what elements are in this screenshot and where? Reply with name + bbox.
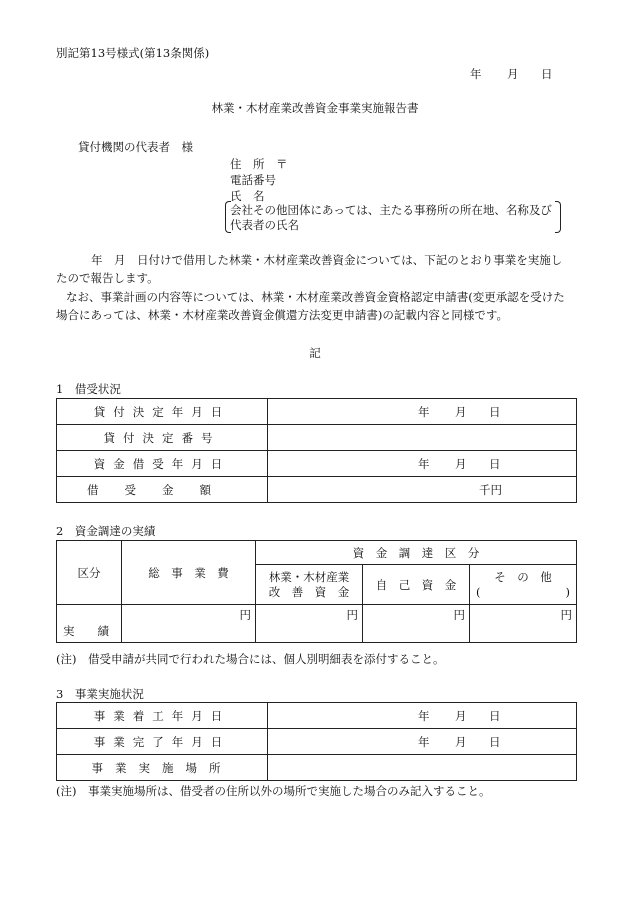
ki-marker: 記	[309, 346, 321, 360]
loan-decision-number-label: 貸付決定番号	[57, 425, 268, 451]
section3-heading: 3 事業実施状況	[56, 687, 144, 701]
loan-borrow-date-label: 資金借受年月日	[57, 451, 268, 477]
company-note-line1: 会社その他団体にあっては、主たる事務所の所在地、名称及び	[230, 203, 552, 217]
month-label: 月	[455, 709, 467, 723]
year-label: 年	[418, 457, 430, 471]
date-year: 年	[470, 67, 482, 81]
funding-table	[56, 540, 577, 643]
other-paren-close: )	[565, 584, 570, 599]
table-row	[57, 451, 577, 477]
day-label: 日	[489, 735, 501, 749]
day-label: 日	[489, 405, 501, 419]
name-label: 氏 名	[230, 189, 265, 203]
form-number: 別記第13号様式(第13条関係)	[56, 46, 210, 60]
table-row	[57, 477, 577, 503]
yen-unit: 円	[453, 608, 465, 622]
start-date-value[interactable]	[268, 703, 577, 729]
loan-decision-date-label: 貸付決定年月日	[57, 399, 268, 425]
month-label: 月	[455, 405, 467, 419]
own-fund-value[interactable]	[363, 605, 470, 643]
results-row-label	[57, 605, 122, 643]
other-paren-open: (	[476, 584, 481, 599]
start-date-label: 事業着工年月日	[57, 703, 268, 729]
month-label: 月	[455, 735, 467, 749]
yen-unit: 円	[239, 608, 251, 622]
table-row	[57, 703, 577, 729]
section2-note: (注) 借受申請が共同で行われた場合には、個人別明細表を添付すること。	[56, 652, 445, 666]
table-row	[57, 729, 577, 755]
other-fund-header	[470, 565, 577, 605]
yen-unit: 円	[346, 608, 358, 622]
forestry-fund-value[interactable]	[256, 605, 363, 643]
loan-borrow-date-value[interactable]	[268, 451, 577, 477]
note-bracket-right	[555, 201, 561, 233]
other-fund-header-label: そ の 他	[494, 569, 552, 584]
completion-date-value[interactable]	[268, 729, 577, 755]
company-note-line2: 代表者の氏名	[230, 218, 299, 232]
year-label: 年	[418, 709, 430, 723]
year-label: 年	[418, 405, 430, 419]
unit-label: 千円	[479, 483, 502, 497]
forestry-fund-header-line1: 林業・木材産業	[268, 569, 350, 584]
project-location-value[interactable]	[268, 755, 577, 781]
table-row	[57, 605, 577, 643]
loan-status-table	[56, 398, 577, 503]
date-day: 日	[541, 67, 553, 81]
loan-amount-value[interactable]	[268, 477, 577, 503]
table-row	[57, 755, 577, 781]
address-label: 住 所 〒	[230, 157, 288, 171]
table-row	[57, 399, 577, 425]
body-para1-line1: 年 月 日付けで借用した林業・木材産業改善資金については、下記のとおり事業を実施し	[91, 253, 563, 267]
table-row	[57, 425, 577, 451]
month-label: 月	[455, 457, 467, 471]
body-para2-line1: なお、事業計画の内容等については、林業・木材産業改善資金資格認定申請書(変更承認を受けた	[66, 290, 565, 304]
year-label: 年	[418, 735, 430, 749]
section3-note: (注) 事業実施場所は、借受者の住所以外の場所で実施した場合のみ記入すること。	[56, 784, 491, 798]
project-status-table	[56, 702, 577, 781]
table-row	[57, 541, 577, 565]
own-fund-header: 自 己 資 金	[363, 565, 470, 605]
section1-heading: 1 借受状況	[56, 382, 121, 396]
date-month: 月	[507, 67, 519, 81]
completion-date-label: 事業完了年月日	[57, 729, 268, 755]
kubun-header: 区分	[57, 541, 122, 605]
funding-category-header: 資 金 調 達 区 分	[256, 541, 577, 565]
day-label: 日	[489, 709, 501, 723]
total-cost-header: 総 事 業 費	[122, 541, 256, 605]
section2-heading: 2 資金調達の実績	[56, 524, 156, 538]
body-para2-line2: 場合にあっては、林業・木材産業改善資金償還方法変更申請書)の記載内容と同様です。	[56, 308, 508, 322]
total-cost-value[interactable]	[122, 605, 256, 643]
forestry-fund-header	[256, 565, 363, 605]
project-location-label: 事業実施場所	[57, 755, 268, 781]
results-label: 実 績	[63, 624, 109, 638]
day-label: 日	[489, 457, 501, 471]
addressee: 貸付機関の代表者 様	[78, 140, 193, 154]
yen-unit: 円	[560, 608, 572, 622]
phone-label: 電話番号	[230, 173, 276, 187]
forestry-fund-header-line2: 改 善 資 金	[268, 584, 350, 599]
body-para1-line2: たので報告します。	[56, 271, 159, 285]
loan-amount-label: 借受金額	[57, 477, 268, 503]
loan-decision-number-value[interactable]	[268, 425, 577, 451]
document-title: 林業・木材産業改善資金事業実施報告書	[211, 101, 419, 115]
other-fund-value[interactable]	[470, 605, 577, 643]
loan-decision-date-value[interactable]	[268, 399, 577, 425]
